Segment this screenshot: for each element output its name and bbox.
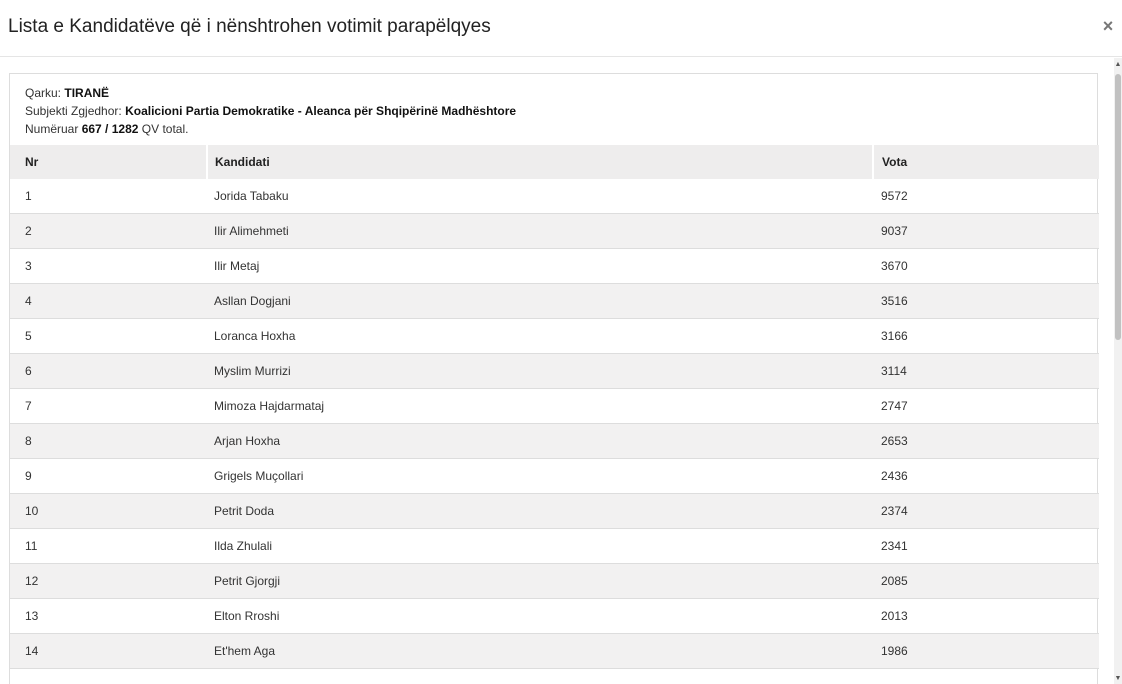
cell-nr: 13 xyxy=(10,599,207,634)
scroll-up-arrow-icon[interactable]: ▲ xyxy=(1114,61,1122,68)
column-header-nr: Nr xyxy=(10,145,207,179)
table-row xyxy=(10,494,1099,529)
subjekti-label: Subjekti Zgjedhor: xyxy=(25,104,122,118)
cell-kandidati: Grigels Muçollari xyxy=(207,459,873,494)
cell-kandidati: Ilir Alimehmeti xyxy=(207,214,873,249)
cell-nr: 9 xyxy=(10,459,207,494)
subjekti-value: Koalicioni Partia Demokratike - Aleanca për Shqipërinë Madhështore xyxy=(125,104,517,118)
table-header-row xyxy=(10,145,1099,179)
cell-vota: 2341 xyxy=(873,529,1099,564)
cell-kandidati: Ilda Zhulali xyxy=(207,529,873,564)
qarku-value: TIRANË xyxy=(64,86,110,100)
close-button[interactable]: × xyxy=(1102,16,1114,36)
cell-vota: 2374 xyxy=(873,494,1099,529)
cell-kandidati: Mimoza Hajdarmataj xyxy=(207,389,873,424)
cell-kandidati: Petrit Gjorgji xyxy=(207,564,873,599)
results-panel xyxy=(9,73,1098,684)
cell-kandidati: Asllan Dogjani xyxy=(207,284,873,319)
cell-nr: 12 xyxy=(10,564,207,599)
numeruar-line xyxy=(25,120,1097,138)
cell-kandidati: Arjan Hoxha xyxy=(207,424,873,459)
results-info xyxy=(10,74,1097,138)
cell-kandidati: Myslim Murrizi xyxy=(207,354,873,389)
column-header-vota: Vota xyxy=(873,145,1099,179)
cell-nr: 8 xyxy=(10,424,207,459)
cell-nr: 10 xyxy=(10,494,207,529)
cell-kandidati: Jorida Tabaku xyxy=(207,179,873,214)
cell-vota: 3114 xyxy=(873,354,1099,389)
cell-vota: 2747 xyxy=(873,389,1099,424)
cell-kandidati: Elton Rroshi xyxy=(207,599,873,634)
cell-vota: 2653 xyxy=(873,424,1099,459)
cell-nr: 11 xyxy=(10,529,207,564)
cell-nr: 1 xyxy=(10,179,207,214)
numeruar-suffix: QV total. xyxy=(141,122,189,136)
cell-vota: 9572 xyxy=(873,179,1099,214)
cell-vota: 3516 xyxy=(873,284,1099,319)
cell-nr: 2 xyxy=(10,214,207,249)
vertical-scrollbar[interactable] xyxy=(1114,58,1122,684)
table-row xyxy=(10,214,1099,249)
modal-title: Lista e Kandidatëve që i nënshtrohen votimit parapëlqyes xyxy=(8,16,491,37)
table-row xyxy=(10,354,1099,389)
cell-nr: 6 xyxy=(10,354,207,389)
table-row xyxy=(10,564,1099,599)
table-row xyxy=(10,319,1099,354)
cell-vota: 1986 xyxy=(873,634,1099,669)
modal-header xyxy=(0,0,1122,57)
table-row xyxy=(10,459,1099,494)
cell-vota: 3166 xyxy=(873,319,1099,354)
table-row xyxy=(10,389,1099,424)
table-row xyxy=(10,179,1099,214)
scroll-down-arrow-icon[interactable]: ▼ xyxy=(1114,675,1122,682)
cell-nr: 3 xyxy=(10,249,207,284)
cell-vota: 2436 xyxy=(873,459,1099,494)
numeruar-value: 667 / 1282 xyxy=(81,122,139,136)
modal-body xyxy=(0,58,1122,684)
cell-kandidati: Loranca Hoxha xyxy=(207,319,873,354)
qarku-line xyxy=(25,84,1097,102)
table-row xyxy=(10,599,1099,634)
qarku-label: Qarku: xyxy=(25,86,62,100)
cell-vota: 3670 xyxy=(873,249,1099,284)
cell-kandidati: Ilir Metaj xyxy=(207,249,873,284)
cell-vota: 9037 xyxy=(873,214,1099,249)
numeruar-label: Numëruar xyxy=(25,122,79,136)
table-row xyxy=(10,424,1099,459)
table-row xyxy=(10,529,1099,564)
candidates-table xyxy=(10,145,1099,669)
cell-kandidati: Petrit Doda xyxy=(207,494,873,529)
table-row xyxy=(10,284,1099,319)
cell-kandidati: Et'hem Aga xyxy=(207,634,873,669)
cell-vota: 2085 xyxy=(873,564,1099,599)
cell-nr: 7 xyxy=(10,389,207,424)
subjekti-line xyxy=(25,102,1097,120)
scrollbar-thumb[interactable] xyxy=(1115,74,1121,340)
cell-nr: 14 xyxy=(10,634,207,669)
cell-nr: 5 xyxy=(10,319,207,354)
table-row xyxy=(10,634,1099,669)
table-row xyxy=(10,249,1099,284)
cell-vota: 2013 xyxy=(873,599,1099,634)
column-header-kandidati: Kandidati xyxy=(207,145,873,179)
cell-nr: 4 xyxy=(10,284,207,319)
